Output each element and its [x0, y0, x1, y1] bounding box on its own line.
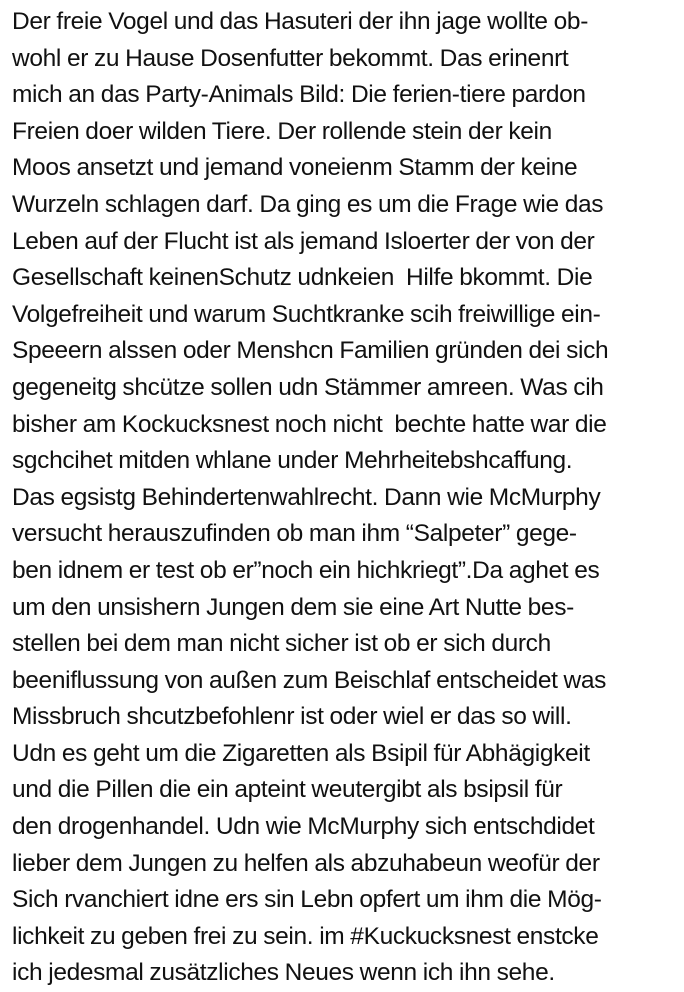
- text-line: Moos ansetzt und jemand voneienm Stamm der keine: [12, 154, 578, 182]
- text-line: versucht herauszufinden ob man ihm “Salpeter” gege-: [12, 520, 577, 548]
- text-line: lichkeit zu geben frei zu sein. im #Kuckucksnest enstcke: [12, 922, 599, 950]
- text-line: beeniflussung von außen zum Beischlaf entscheidet was: [12, 666, 607, 694]
- text-line: Speeern alssen oder Menshcn Familien gründen dei sich: [12, 337, 609, 365]
- text-line: ben idnem er test ob er”noch ein hichkriegt”.Da aghet es: [12, 556, 600, 584]
- text-line: Udn es geht um die Zigaretten als Bsipil für Abhägigkeit: [12, 739, 590, 767]
- text-line: Leben auf der Flucht ist als jemand Isloerter der von der: [12, 227, 595, 255]
- text-line: um den unsishern Jungen dem sie eine Art Nutte bes-: [12, 593, 574, 621]
- text-line: Freien doer wilden Tiere. Der rollende stein der kein: [12, 117, 552, 145]
- text-line: den drogenhandel. Udn wie McMurphy sich entschdidet: [12, 813, 595, 841]
- text-line: mich an das Party-Animals Bild: Die ferien-tiere pardon: [12, 81, 586, 109]
- text-line: Wurzeln schlagen darf. Da ging es um die Frage wie das: [12, 190, 604, 218]
- text-line: Gesellschaft keinenSchutz udnkeien Hilfe bkommt. Die: [12, 264, 593, 292]
- text-line: ich jedesmal zusätzliches Neues wenn ich ihn sehe.: [12, 959, 555, 987]
- body-paragraph: [12, 4, 680, 992]
- text-line: stellen bei dem man nicht sicher ist ob er sich durch: [12, 630, 551, 658]
- text-line: gegeneitg shcütze sollen udn Stämmer amreen. Was cih: [12, 373, 604, 401]
- text-line: und die Pillen die ein apteint weutergibt als bsipsil für: [12, 776, 563, 804]
- text-line: wohl er zu Hause Dosenfutter bekommt. Das erinenrt: [12, 44, 569, 72]
- text-line: Das egsistg Behindertenwahlrecht. Dann wie McMurphy: [12, 483, 601, 511]
- text-line: Der freie Vogel und das Hasuteri der ihn jage wollte ob-: [12, 8, 588, 35]
- text-line: lieber dem Jungen zu helfen als abzuhabeun weofür der: [12, 849, 600, 877]
- text-line: Sich rvanchiert idne ers sin Lebn opfert um ihm die Mög-: [12, 886, 602, 914]
- text-line: sgchcihet mitden whlane under Mehrheitebshcaffung.: [12, 447, 573, 475]
- text-line: Volgefreiheit und warum Suchtkranke scih freiwillige ein-: [12, 300, 601, 328]
- text-line: Missbruch shcutzbefohlenr ist oder wiel er das so will.: [12, 703, 572, 731]
- text-line: bisher am Kockucksnest noch nicht bechte hatte war die: [12, 410, 607, 438]
